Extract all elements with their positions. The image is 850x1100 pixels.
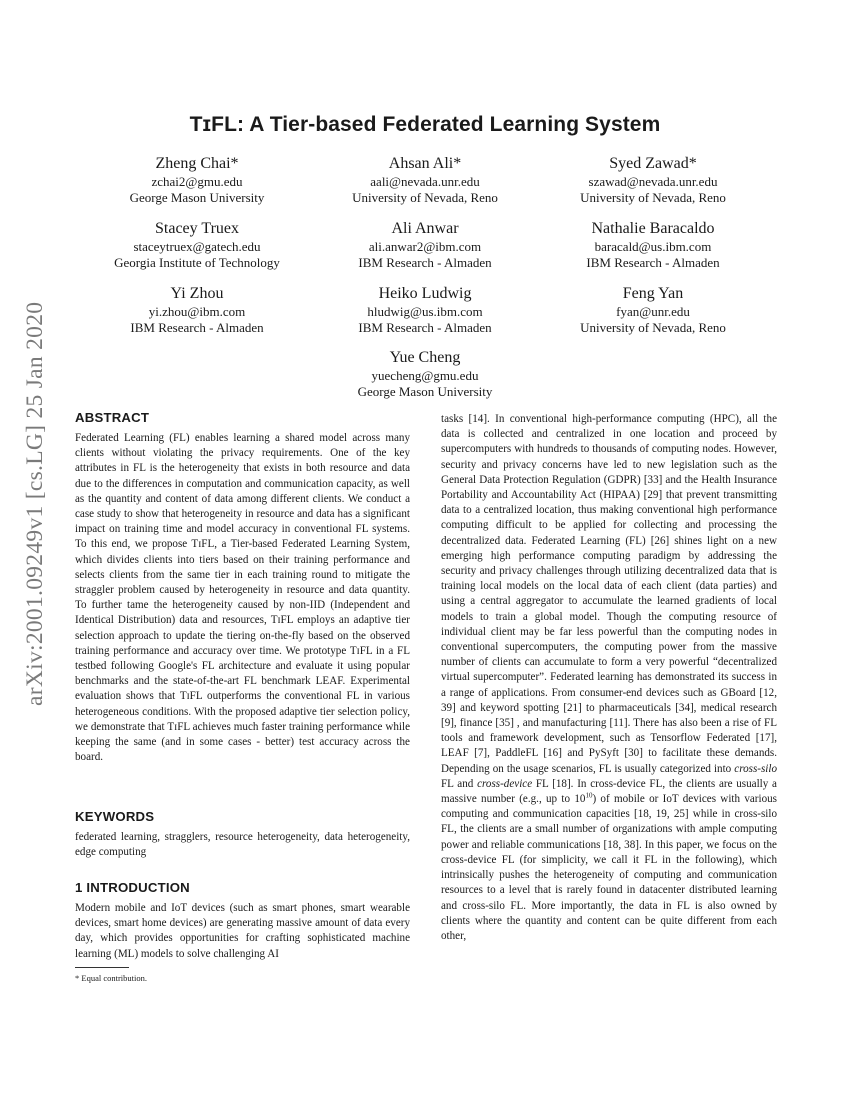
superscript-exponent: 10 xyxy=(585,791,593,800)
author-name: Stacey Truex xyxy=(155,220,239,237)
author-affiliation: George Mason University xyxy=(129,190,265,205)
author-email: yi.zhou@ibm.com xyxy=(148,304,246,319)
term-cross-device: cross-device xyxy=(477,777,533,790)
author-email: baracald@us.ibm.com xyxy=(594,239,712,254)
author-affiliation: IBM Research - Almaden xyxy=(586,255,720,270)
keywords-heading: KEYWORDS xyxy=(75,809,155,824)
author-block xyxy=(518,154,788,206)
introduction-heading: 1 INTRODUCTION xyxy=(75,880,190,895)
author-affiliation: George Mason University xyxy=(357,384,493,399)
author-name: Nathalie Baracaldo xyxy=(591,220,715,237)
author-email: fyan@unr.edu xyxy=(616,304,690,319)
intro-text-segment: FL [18]. In cross-device FL, the clients are usually a massive number (e.g., up to 10 xyxy=(441,777,777,806)
author-block xyxy=(518,219,788,271)
author-affiliation: Georgia Institute of Technology xyxy=(114,255,280,270)
author-email: szawad@nevada.unr.edu xyxy=(588,174,718,189)
author-email: ali.anwar2@ibm.com xyxy=(368,239,482,254)
author-affiliation: IBM Research - Almaden xyxy=(358,255,492,270)
author-name: Yue Cheng xyxy=(389,349,461,366)
keywords-text: federated learning, stragglers, resource heterogeneity, data heterogeneity, edge computing xyxy=(75,831,410,859)
intro-text-segment: ) of mobile or IoT devices with various computing and communication capacities [18, 19, 25] while in cross-silo FL, the clients are a small number of organizations with ample computing power and reliable communications [18, 38]. In this paper, we focus on the cross-device FL (for simplicity, we call it FL in the following), which intrinsically pushes the heterogeneity of computing and communication resources to a level that is rarely found in datacenter distributed learning and cross-silo FL. More importantly, the data in FL is also owned by clients where the quantity and content can be quite different from each other, xyxy=(441,793,777,942)
author-email: zchai2@gmu.edu xyxy=(151,174,243,189)
author-block xyxy=(518,284,788,336)
abstract-text: Federated Learning (FL) enables learning a shared model across many clients without violating the privacy requirements. One of the key attributes in FL is the heterogeneity that exists in both resource and data due to the differences in computation and communication capacity, as well as the quantity and content of data among different clients. We conduct a case study to show that heterogeneity in resource and data has a significant impact on training time and model accuracy in conventional FL systems. To this end, we propose TɪFL, a Tier-based Federated Learning System, which divides clients into tiers based on their training performance and selects clients from the same tier in each training round to mitigate the straggler problem caused by heterogeneity in resource and data quantity. To further tame the heterogeneity caused by non-IID (Independent and Identical Distribution) data and resources, TɪFL employs an adaptive tier selection approach to update the tiering on-the-fly based on the observed training performance and accuracy over time. We prototype TɪFL in a FL testbed following Google's FL architecture and evaluate it using popular benchmarks and the state-of-the-art FL benchmark LEAF. Experimental evaluation shows that TɪFL outperforms the conventional FL in various heterogeneous conditions. With the proposed adaptive tier selection policy, we demonstrate that TɪFL achieves much faster training performance while keeping the same (and in some cases - better) test accuracy across the board. xyxy=(75,432,410,764)
author-email: hludwig@us.ibm.com xyxy=(367,304,483,319)
author-affiliation: IBM Research - Almaden xyxy=(130,320,264,335)
author-block xyxy=(290,348,560,400)
paper-title: TɪFL: A Tier-based Federated Learning System xyxy=(189,113,661,136)
author-affiliation: IBM Research - Almaden xyxy=(358,320,492,335)
introduction-text-right xyxy=(441,412,777,944)
author-name: Heiko Ludwig xyxy=(378,285,472,302)
author-name: Ali Anwar xyxy=(391,220,459,237)
author-name: Zheng Chai* xyxy=(155,155,239,172)
author-email: yuecheng@gmu.edu xyxy=(371,368,479,383)
author-name: Yi Zhou xyxy=(170,285,224,302)
term-cross-silo: cross-silo xyxy=(734,762,777,775)
arxiv-identifier: arXiv:2001.09249v1 [cs.LG] 25 Jan 2020 xyxy=(22,301,48,706)
author-name: Feng Yan xyxy=(622,285,684,302)
author-name: Syed Zawad* xyxy=(609,155,697,172)
intro-text-segment: tasks [14]. In conventional high-performance computing (HPC), all the data is collected and centralized in one location and proceed by supercomputers with hundreds to thousands of computing nodes. However, security and privacy concerns have led to new legislation such as the General Data Protection Regulation (GDPR) [33] and the Health Insurance Portability and Accountability Act (HIPAA) [29] that prevent transmitting data to a centralized location, thus making conventional high performance computing difficult to be applied for collecting and processing the decentralized data. Federated Learning (FL) [26] shines light on a new emerging high performance computing paradigm by addressing the security and privacy challenges through utilizing decentralized data that is training local models on the local data of each client (data parties) and using a central aggregator to accumulate the learned gradients of local models to train a global model. Though the computing resource of individual client may be far less powerful than the computing nodes in conventional supercomputers, the computing power from the massive number of clients can accumulate to form a very powerful “decentralized virtual supercomputer”. Federated learning has demonstrated its success in a range of applications. From consumer-end devices such as GBoard [12, 39] and keyword spotting [21] to pharmaceuticals [34], medical research [9], finance [35] , and manufacturing [11]. There has also been a rise of FL tools and framework development, such as Tensorflow Federated [17], LEAF [7], PaddleFL [16] and PySyft [30] to facilitate these demands. Depending on the usage scenarios, FL is usually categorized into xyxy=(441,413,777,775)
author-name: Ahsan Ali* xyxy=(388,155,462,172)
author-email: staceytruex@gatech.edu xyxy=(133,239,261,254)
author-affiliation: University of Nevada, Reno xyxy=(580,320,726,335)
author-email: aali@nevada.unr.edu xyxy=(370,174,480,189)
footnote: * Equal contribution. xyxy=(75,973,148,983)
footnote-rule xyxy=(75,967,129,968)
introduction-text-left: Modern mobile and IoT devices (such as smart phones, smart wearable devices, smart home devices) are generating massive amount of data every day, which provides opportunities for crafting sophisticated machine learning (ML) models to solve challenging AI xyxy=(75,902,410,960)
abstract-heading: ABSTRACT xyxy=(75,410,150,425)
intro-text-segment: FL and xyxy=(441,777,474,790)
author-affiliation: University of Nevada, Reno xyxy=(352,190,498,205)
author-affiliation: University of Nevada, Reno xyxy=(580,190,726,205)
